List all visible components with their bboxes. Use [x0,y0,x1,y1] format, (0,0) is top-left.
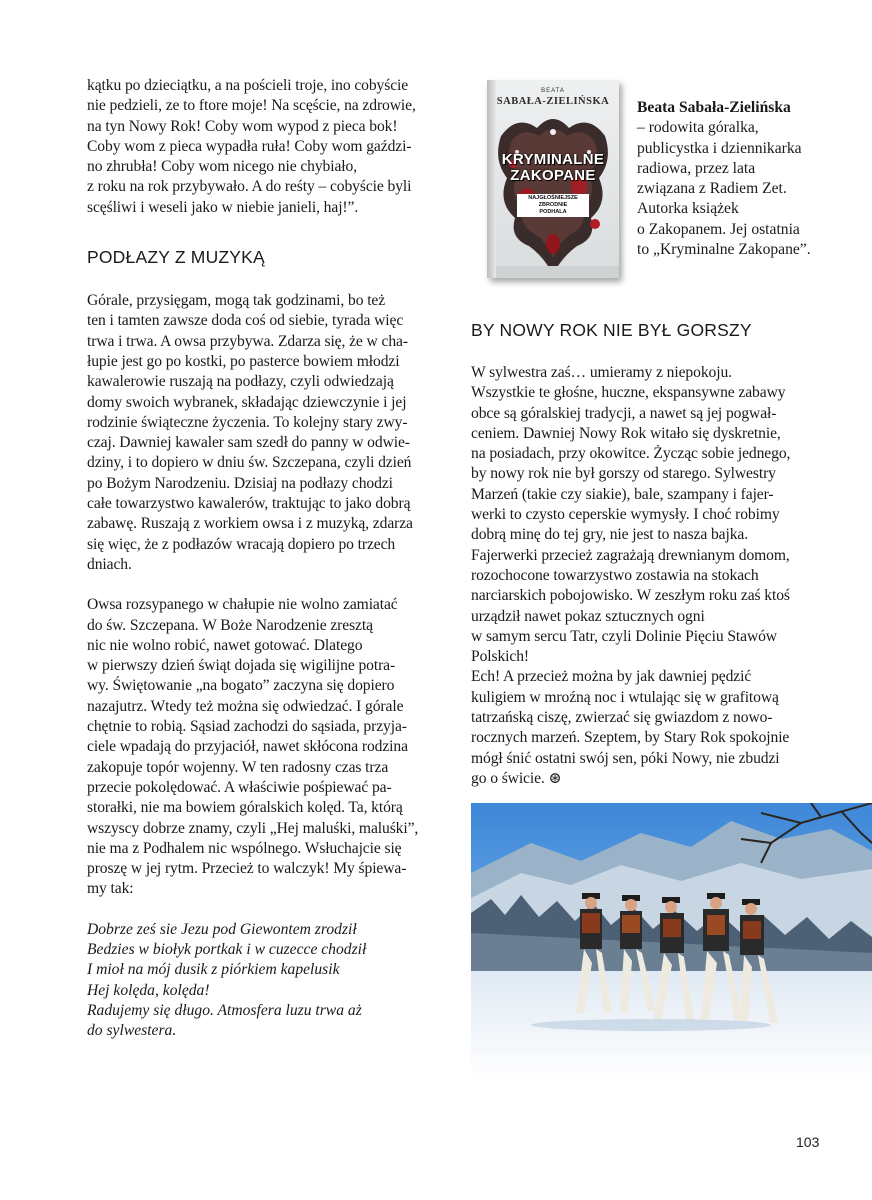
author-bio-text: – rodowita góralka, publicystka i dziennikarka radiowa, przez lata związana z Radiem Zet. Autorka książek o Zakopanem. Jej ostatnia to „Kryminalne Zakopane”. [637,119,811,259]
photo-illustration [471,803,872,1080]
book-title: KRYMINALNE ZAKOPANE [501,151,605,184]
book-cover-image [487,80,619,278]
paragraph-podlazy: Górale, przysięgam, mogą tak godzinami, bo też ten i tamten zawsze doda coś od siebie, tyrada więc trwa i trwa. A owsa przybywa. Zdarza się, że w cha- łupie jest go po kostki, po pasterce bowiem młodzi kawalerowie ruszają na podłazy, czyli odwiedzają domy swoich wybranek, składając dziewczynie i jej rodzinie świąteczne życzenia. To kolejny stary zwy- czaj. Dawniej kawaler sam szedł do panny w odwie- dziny, i to dopiero w dniu św. Szczepana, czyli dzień po Bożym Narodzeniu. Dzisiaj na podłazy chodzi całe towarzystwo kawalerów, traktując to jako dobrą zabawę. Ruszają z workiem owsa i z muzyką, zdarza się więc, że z podłazów wracają dopiero po trzech dniach. [87,292,413,573]
paragraph-sylwester: W sylwestra zaś… umieramy z niepokoju. Wszystkie te głośne, huczne, ekspansywne zabawy obce są góralskiej tradycji, a nawet są jej pogwał- ceniem. Dawniej Nowy Rok witało się dyskretnie, na posiadach, przy okowitce. Życząc sobie jednego, by nowy rok nie był gorszy od starego. Sylwestry Marzeń (takie czy siakie), bale, szampany i fajer- werki to czysto ceperskie wymysły. I choć robimy dobrą minę do tej gry, nie jest to nasza bajka. Fajerwerki przecież zagrażają drewnianym domom, rozochocone towarzystwo zostawia na stokach narciarskich pobojowisko. W zeszłym roku zaś ktoś urządził nawet pokaz sztucznych ogni w samym sercu Tatr, czyli Dolinie Pięciu Stawów Polskich! Ech! A przecież można by jak dawniej pędzić kuligiem w mroźną noc i wtulając się w grafitową tatrzańską ciszę, zwierzać się gwiazdom z nowo- rocznych marzeń. Szeptem, by Stary Rok spokojnie mógł śnić ostatni swój sen, póki Nowy, nie zbudzi go o świcie. ⊛ [471,364,791,787]
right-column [471,320,826,789]
book-author-first-name: BEATA [541,88,565,94]
paragraph-owsa: Owsa rozsypanego w chałupie nie wolno zamiatać do św. Szczepana. W Boże Narodzenie zresztą nic nie wolno robić, nawet gotować. Dlatego w pierwszy dzień świąt dojada się wigilijne potra- wy. Świętowanie „na bogato” zaczyna się dopiero nazajutrz. Wtedy też można się odwiedzać. I górale chętnie to robią. Sąsiad zachodzi do sąsiada, przyja- ciele wpadają do przyjaciół, nawet skłócona rodzina zakopuje topór wojenny. W ten radosny czas trza przecie pokolędować. A właściwie pośpiewać pa- storałki, nie ma bowiem góralskich kolęd. Ta, którą wszyscy dobrze znamy, czyli „Hej maluśki, maluśki”, nie ma z Podhalem nic wspólnego. Wsłuchajcie się proszę w jej rytm. Przecież to walczyk! My śpiewa- my tak: [87,596,419,898]
section-heading-podlazy: PODŁAZY Z MUZYKĄ [87,247,265,268]
author-name: Beata Sabała-Zielińska [637,99,791,116]
book-cover-art [487,106,619,278]
book-author-surname: SABAŁA-ZIELIŃSKA [496,96,610,107]
highlanders-winter-photo [471,803,872,1080]
section-heading-nowy-rok: BY NOWY ROK NIE BYŁ GORSZY [471,320,752,340]
author-bio [637,98,837,260]
book-subtitle: NAJGŁOŚNIEJSZE ZBRODNIE PODHALA [517,194,589,217]
page-number: 103 [796,1134,820,1150]
intro-paragraph: kątku po dzieciątku, a na pościeli troje, ino cobyście nie pedzieli, ze to ftore moje! Na scęście, na zdrowie, na tyn Nowy Rok! Coby wom wypod z pieca bok! Coby wom z pieca wypadła ruła! Coby wom gaździ- no zhrubła! Coby wom nicego nie chybiało, z roku na rok przybywało. A do reśty – cobyście byli scęśliwi i weseli jako w niebie janieli, haj!”. [87,77,416,216]
carol-poem: Dobrze ześ sie Jezu pod Giewontem zrodził Bedzies w biołyk portkak i w cuzecce chodził I mioł na mój dusik z piórkiem kapelusik Hej kolęda, kolęda! Radujemy się długo. Atmosfera luzu trwa aż do sylwestera. [87,920,367,1040]
left-column [87,76,439,1041]
